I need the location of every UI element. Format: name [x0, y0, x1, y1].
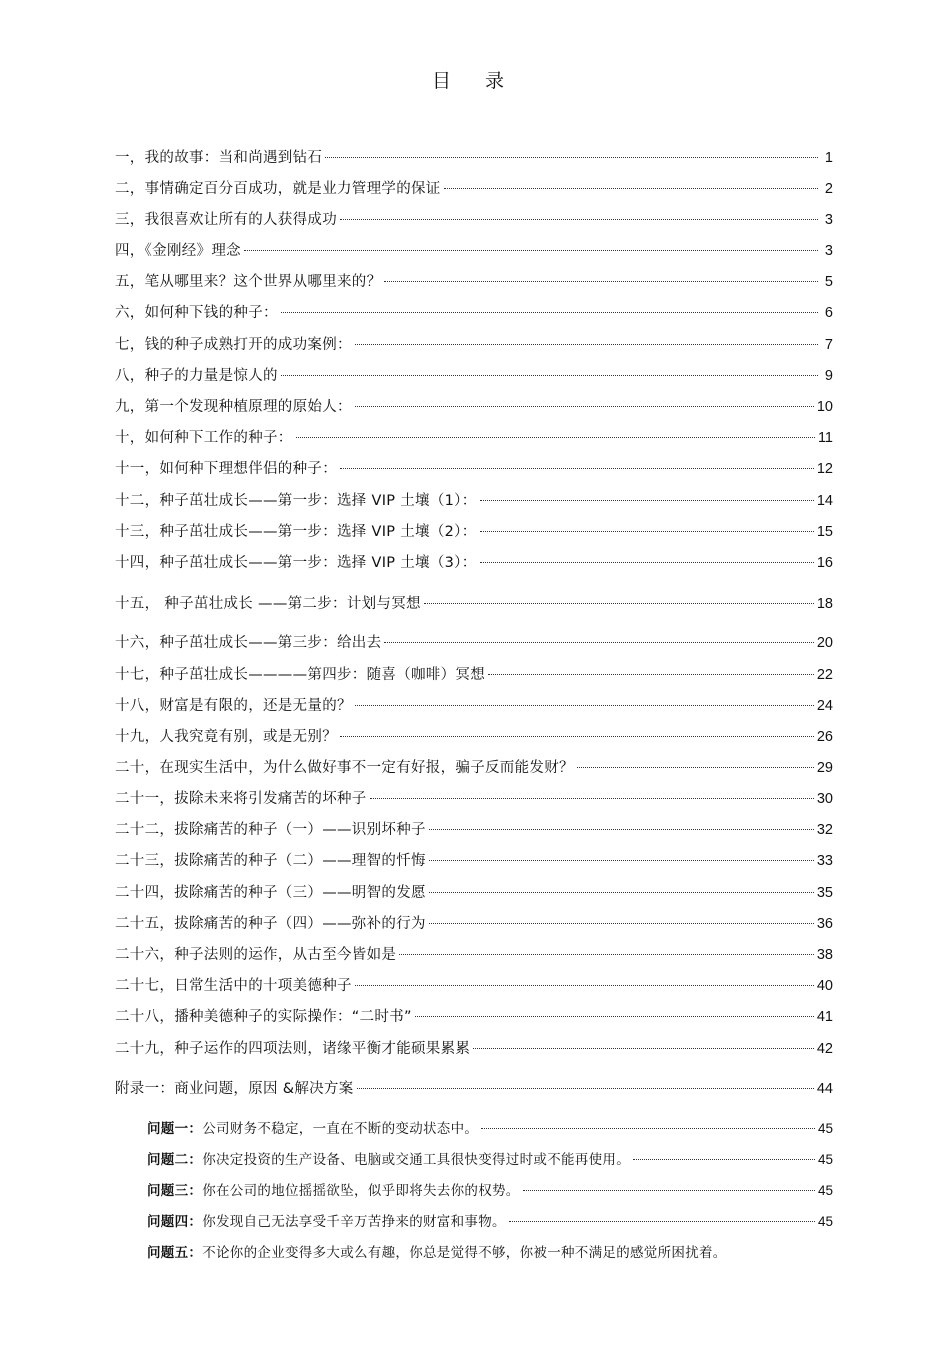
toc-entry-page: 15: [816, 524, 833, 540]
question-body: 你决定投资的生产设备、电脑或交通工具很快变得过时或不能再使用。: [202, 1152, 631, 1168]
toc-question-entry[interactable]: [147, 1211, 833, 1233]
toc-question-text: [147, 1180, 520, 1202]
toc-entry-text: 十一，如何种下理想伴侣的种子：: [115, 461, 337, 477]
toc-entry[interactable]: [115, 302, 833, 324]
toc-entry-text: 二十八，播种美德种子的实际操作：“二时书”: [115, 1009, 412, 1025]
dot-leader: [355, 406, 814, 407]
toc-entry[interactable]: [115, 427, 833, 449]
dot-leader: [523, 1190, 815, 1191]
dot-leader: [384, 642, 813, 643]
toc-entry-page: 16: [816, 555, 833, 571]
toc-entry-page: 45: [817, 1214, 833, 1229]
toc-entry[interactable]: [115, 850, 833, 872]
toc-entry-text: 二十九，种子运作的四项法则，诸缘平衡才能硕果累累: [115, 1041, 471, 1057]
dot-leader: [415, 1016, 814, 1017]
toc-entry[interactable]: [115, 490, 833, 512]
toc-entry-text: 二十二，拔除痛苦的种子（一）——识别坏种子: [115, 822, 426, 838]
toc-entry-text: 十五， 种子茁壮成长 ——第二步：计划与冥想: [115, 596, 421, 612]
toc-question-entry[interactable]: [147, 1242, 839, 1264]
toc-entry[interactable]: [115, 593, 833, 615]
toc-entry-page: 29: [816, 760, 833, 776]
dot-leader: [355, 985, 814, 986]
toc-entry[interactable]: [115, 334, 833, 356]
toc-entry-text: 二十三，拔除痛苦的种子（二）——理智的忏悔: [115, 853, 426, 869]
toc-entry-text: 十四，种子茁壮成长——第一步：选择 VIP 土壤（3）：: [115, 555, 477, 571]
toc-question-entry[interactable]: [147, 1149, 833, 1171]
dot-leader: [281, 312, 818, 313]
toc-entry-text: 二，事情确定百分百成功，就是业力管理学的保证: [115, 181, 441, 197]
toc-entry[interactable]: [115, 1006, 833, 1028]
question-label: 问题五：: [147, 1245, 203, 1261]
toc-question-text: [147, 1149, 630, 1171]
dot-leader: [357, 1088, 814, 1089]
toc-entry[interactable]: [115, 882, 833, 904]
toc-entry[interactable]: [115, 458, 833, 480]
toc-entry-page: 41: [816, 1009, 833, 1025]
question-body: 不论你的企业变得多大或么有趣，你总是觉得不够，你被一种不满足的感觉所困扰着。: [202, 1245, 727, 1261]
toc-entry-text: 附录一：商业问题，原因 &解决方案: [115, 1081, 354, 1097]
dot-leader: [473, 1048, 814, 1049]
toc-entry-page: 5: [824, 274, 833, 290]
toc-entry[interactable]: [115, 695, 833, 717]
toc-entry[interactable]: [115, 552, 833, 574]
dot-leader: [384, 281, 818, 282]
dot-leader: [325, 157, 818, 158]
toc-entry[interactable]: [115, 664, 833, 686]
dot-leader: [340, 736, 814, 737]
dot-leader: [488, 674, 814, 675]
dot-leader: [429, 923, 814, 924]
toc-entry[interactable]: [115, 1038, 833, 1060]
toc-entry[interactable]: [115, 396, 833, 418]
toc-entry-page: 2: [824, 181, 833, 197]
toc-entry-text: 三，我很喜欢让所有的人获得成功: [115, 212, 337, 228]
dot-leader: [370, 798, 814, 799]
toc-entry[interactable]: [115, 726, 833, 748]
dot-leader: [340, 219, 818, 220]
toc-entry[interactable]: [115, 365, 833, 387]
question-label: 问题一：: [147, 1121, 203, 1137]
toc-entry-page: 11: [817, 430, 833, 446]
toc-entry-page: 33: [816, 853, 833, 869]
toc-entry[interactable]: [115, 944, 833, 966]
question-label: 问题三：: [147, 1183, 203, 1199]
toc-entry-text: 二十一，拔除未来将引发痛苦的坏种子: [115, 791, 367, 807]
toc-question-text: [147, 1118, 478, 1140]
toc-entry[interactable]: [115, 819, 833, 841]
toc-entry[interactable]: [115, 271, 833, 293]
toc-entry-page: 14: [816, 493, 833, 509]
dot-leader: [424, 603, 814, 604]
toc-entry-page: 40: [816, 978, 833, 994]
dot-leader: [577, 767, 814, 768]
toc-entry-page: 7: [824, 337, 833, 353]
dot-leader: [296, 437, 815, 438]
toc-entry-page: 10: [816, 399, 833, 415]
toc-entry-page: 38: [816, 947, 833, 963]
toc-entry-text: 二十六，种子法则的运作，从古至今皆如是: [115, 947, 397, 963]
toc-entry-text: 十七，种子茁壮成长————第四步：随喜（咖啡）冥想: [115, 667, 485, 683]
toc-entry-text: 十六，种子茁壮成长——第三步：给出去: [115, 635, 382, 651]
dot-leader: [480, 500, 814, 501]
toc-entry-page: 45: [817, 1152, 833, 1167]
toc-entry-page: 6: [824, 305, 833, 321]
toc-entry[interactable]: [115, 788, 833, 810]
toc-entry-page: 42: [816, 1041, 833, 1057]
dot-leader: [281, 375, 818, 376]
toc-entry-page: 9: [824, 368, 833, 384]
dot-leader: [429, 829, 814, 830]
toc-entry-text: 二十四，拔除痛苦的种子（三）——明智的发愿: [115, 885, 426, 901]
toc-entry-text: 六，如何种下钱的种子：: [115, 305, 278, 321]
toc-entry[interactable]: [115, 757, 833, 779]
toc-entry-page: 18: [816, 596, 833, 612]
toc-entry-text: 二十，在现实生活中，为什么做好事不一定有好报，骗子反而能发财？: [115, 760, 574, 776]
dot-leader: [480, 562, 814, 563]
dot-leader: [355, 344, 818, 345]
toc-entry-page: 24: [816, 698, 833, 714]
dot-leader: [340, 468, 814, 469]
toc-entry-page: 1: [824, 150, 833, 166]
dot-leader: [244, 250, 818, 251]
question-label: 问题二：: [147, 1152, 203, 1168]
toc-entry-text: 十，如何种下工作的种子：: [115, 430, 293, 446]
toc-entry-text: 八，种子的力量是惊人的: [115, 368, 278, 384]
toc-entry-page: 20: [816, 635, 833, 651]
question-body: 你在公司的地位摇摇欲坠，似乎即将失去你的权势。: [202, 1183, 520, 1199]
toc-entry-page: 45: [817, 1183, 833, 1198]
toc-question-text: [147, 1242, 727, 1264]
toc-entry[interactable]: [115, 240, 833, 262]
toc-question-text: [147, 1211, 506, 1233]
toc-entry[interactable]: [115, 147, 833, 169]
toc-entry-page: 22: [816, 667, 833, 683]
toc-entry[interactable]: [115, 913, 833, 935]
toc-entry-text: 十三，种子茁壮成长——第一步：选择 VIP 土壤（2）：: [115, 524, 477, 540]
toc-entry-text: 九，第一个发现种植原理的原始人：: [115, 399, 352, 415]
dot-leader: [480, 531, 814, 532]
toc-entry-page: 36: [816, 916, 833, 932]
toc-question-entry[interactable]: [147, 1118, 833, 1140]
toc-entry-text: 四，《金刚经》理念: [115, 243, 241, 259]
toc-entry-page: 3: [824, 243, 833, 259]
toc-entry[interactable]: [115, 521, 833, 543]
toc-entry-text: 二十五，拔除痛苦的种子（四）——弥补的行为: [115, 916, 426, 932]
toc-entry-text: 十二，种子茁壮成长——第一步：选择 VIP 土壤（1）：: [115, 493, 477, 509]
toc-entry[interactable]: [115, 1078, 833, 1100]
toc-entry-text: 七，钱的种子成熟打开的成功案例：: [115, 337, 352, 353]
toc-entry-text: 二十七，日常生活中的十项美德种子: [115, 978, 352, 994]
toc-entry[interactable]: [115, 975, 833, 997]
dot-leader: [429, 860, 814, 861]
question-body: 你发现自己无法享受千辛万苦挣来的财富和事物。: [202, 1214, 506, 1230]
toc-entry[interactable]: [115, 209, 833, 231]
toc-title: 目 录: [431, 70, 519, 92]
toc-entry-page: 32: [816, 822, 833, 838]
toc-entry-page: 12: [816, 461, 833, 477]
dot-leader: [355, 705, 814, 706]
dot-leader: [509, 1221, 815, 1222]
toc-entry-text: 十八，财富是有限的，还是无量的？: [115, 698, 352, 714]
toc-entry-text: 十九，人我究竟有别，或是无别？: [115, 729, 337, 745]
dot-leader: [481, 1128, 815, 1129]
dot-leader: [399, 954, 814, 955]
toc-entry-page: 35: [816, 885, 833, 901]
toc-entry[interactable]: [115, 178, 833, 200]
toc-entry-text: 一，我的故事：当和尚遇到钻石: [115, 150, 323, 166]
toc-entry-text: 五，笔从哪里来？这个世界从哪里来的？: [115, 274, 382, 290]
toc-entry-page: 45: [817, 1121, 833, 1136]
question-label: 问题四：: [147, 1214, 203, 1230]
toc-entry-page: 26: [816, 729, 833, 745]
toc-entry-page: 3: [824, 212, 833, 228]
question-body: 公司财务不稳定，一直在不断的变动状态中。: [202, 1121, 479, 1137]
toc-entry-page: 44: [816, 1081, 833, 1097]
toc-question-entry[interactable]: [147, 1180, 833, 1202]
dot-leader: [429, 892, 814, 893]
dot-leader: [633, 1159, 815, 1160]
toc-entry-page: 30: [816, 791, 833, 807]
toc-entry[interactable]: [115, 632, 833, 654]
dot-leader: [444, 188, 818, 189]
